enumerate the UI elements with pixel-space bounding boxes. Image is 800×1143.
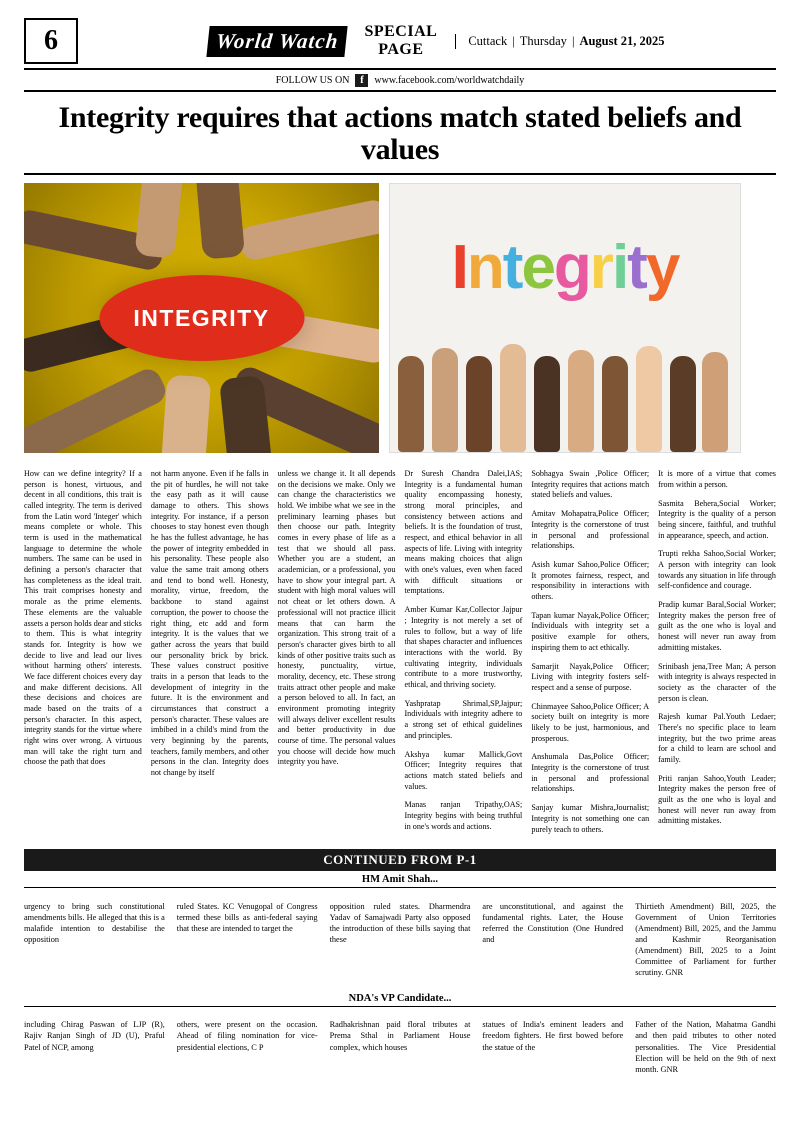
article-column-6 [658, 461, 776, 843]
continued-1-column-4 [482, 892, 623, 986]
quote-text: Individuals with integrity adhere to a strong set of ethical guidelines and principles. [404, 709, 523, 740]
quote-name: Sasmita Behera,Social Worker; [658, 498, 776, 508]
special-line-1: SPECIAL [364, 22, 438, 40]
dateline: Cuttack | Thursday | August 21, 2025 [455, 34, 664, 49]
continued-paragraph: opposition ruled states. Dharmendra Yadav of Samajwadi Party also opposed the introduction of these bills saying that these [329, 901, 471, 944]
quote-text: A person with integrity can look towards any situation in life through self-confidence and courage. [658, 559, 776, 591]
continued-paragraph: including Chirag Paswan of LJP (R), Rajiv Ranjan Singh of JD (U), Praful Patel of NCP, among [24, 1020, 165, 1052]
integrity-oval-label [99, 275, 304, 361]
quote-item [531, 662, 649, 694]
quote-text: A person with integrity is always respected in society as the character of the person is clean. [658, 661, 776, 703]
hands-integrity-photo [24, 183, 379, 453]
quote-text: Living with integrity fosters self-respect and a sense of purpose. [531, 672, 650, 692]
quote-name: Sobhagya Swain ,Police Officer; [531, 469, 650, 479]
article-column-4 [404, 461, 522, 843]
follow-bar [24, 70, 776, 92]
quote-item [404, 750, 522, 793]
quote-item [531, 752, 649, 795]
integrity-word: Integrity [451, 233, 679, 302]
quote-text: Integrity is not merely a set of rules to follow, but a way of life that shapes character and influences interactions with the world. By cultivating integrity, individuals contribute to a more trustworthy, ethical, and thriving society. [404, 615, 523, 689]
hands-row [390, 340, 740, 452]
continued-paragraph: urgency to bring such constitutional amendments bills. He alleged that this is a malafide intention to destabilise the opposition [24, 901, 165, 944]
quote-text: Integrity makes the person free of guilt as the one who is loyal and honest will never run away from admitting mistakes. [658, 610, 776, 652]
logo-text: World Watch [206, 26, 348, 57]
continued-banner: CONTINUED FROM P-1 [24, 849, 776, 871]
quote-name: Pradip kumar Baral,Social Worker; [658, 600, 776, 610]
quote-name: Tapan kumar Nayak,Police Officer; [531, 610, 650, 620]
quote-text: Integrity is not something one can purely teach to others. [531, 813, 650, 834]
quote-name: Priti ranjan Sahoo,Youth Leader; [658, 773, 776, 783]
continued-paragraph: Radhakrishnan paid floral tributes at Prema Sthal in Parliament House complex, which houses [329, 1020, 471, 1052]
continued-paragraph: ruled States. KC Venugopal of Congress termed these bills as anti-federal saying that these are intended to target the [176, 901, 318, 933]
dateline-date: August 21, 2025 [579, 33, 665, 48]
quote-name: Asish kumar Sahoo,Police Officer; [531, 559, 650, 569]
continued-2-column-4 [482, 1011, 623, 1083]
quote-item [531, 702, 649, 745]
continued-1-column-5 [635, 892, 776, 986]
quote-name: Anshumala Das,Police Officer; [531, 752, 650, 762]
integrity-overlay-text: INTEGRITY [133, 304, 270, 331]
article-column-2 [151, 461, 269, 843]
quote-item [404, 469, 522, 597]
newspaper-logo [208, 18, 346, 64]
quote-item [658, 549, 776, 592]
quote-text: Integrity is the quality of a person being sincere, faithful, and truthful in appearance, speech, and action. [658, 509, 776, 540]
quote-name: Manas ranjan Tripathy,OAS; [404, 800, 523, 810]
continued-paragraph: Father of the Nation, Mahatma Gandhi and then paid tributes to other noted personalities. The Vice Presidential Election will be held on the 9th of next month. GNR [635, 1020, 776, 1074]
article-column-1 [24, 461, 142, 843]
quote-text: Integrity requires that actions match stated beliefs and values. [531, 479, 650, 500]
continued-1-column-1 [24, 892, 165, 986]
continued-story-1-headline: HM Amit Shah... [24, 871, 776, 888]
article-column-5 [531, 461, 649, 843]
quote-text: It promotes fairness, respect, and responsibility in interactions with others. [531, 570, 650, 601]
continued-paragraph: statues of India's eminent leaders and freedom fighters. He first bowed before the statue of the [482, 1020, 624, 1052]
quote-item [404, 699, 522, 742]
quote-text: Integrity makes the person free of guilt as the one who is loyal and honest will never run away from admitting mistakes. [658, 784, 776, 826]
quote-name: Dr Suresh Chandra Dalei,IAS; [404, 469, 523, 479]
continued-paragraph: others, were present on the occasion. Ahead of filing nomination for vice-presidential elections, C P [176, 1020, 318, 1052]
dateline-day: Thursday [519, 33, 567, 48]
quote-name: Srinibash jena,Tree Man; [658, 661, 743, 671]
quote-text: Integrity is the cornerstone of trust in personal and professional relationships. [531, 763, 650, 794]
article-paragraph: How can we define integrity? If a person is honest, virtuous, and decent in all conditions, this trait is called integrity. The term is derived from the Latin word 'Integer' which means complete or whole. This term is used in the mathematical language to determine the whole numbers. The same can be used in defining a person's character that has completeness as the ideal trait. This trait comprises honesty and morale as the prime elements. These elements are the valuable assets a person holds dear and sticks to them. This is what integrity stands for. Integrity is how we decide to live and lead our lives without harming others' interests. We face different choices every day and make different decisions. All these decisions and choices are made based on the traits of a person's character. In this aspect, integrity stands for the virtue where right wins over wrong. A virtuous man will take the right turn and choose the path that does [24, 469, 142, 767]
follow-label: FOLLOW US ON [275, 75, 350, 86]
continued-story-1 [24, 888, 776, 986]
lead-quote-intro: It is more of a virtue that comes from within a person. [658, 469, 776, 489]
quote-item [531, 509, 649, 552]
special-line-2: PAGE [378, 41, 424, 58]
article-column-3 [278, 461, 396, 843]
quote-item [531, 611, 649, 654]
quote-item [658, 662, 776, 705]
quote-name: Samarjit Nayak,Police Officer; [531, 661, 650, 671]
quote-name: Amitav Mohapatra,Police Officer; [531, 509, 650, 519]
quote-text: Individuals with integrity set a positive example for others, inspiring them to act ethically. [531, 621, 650, 652]
special-page-label [364, 23, 437, 60]
page-number: 6 [24, 18, 78, 64]
quote-name: Chinmayee Sahoo,Police Officer; [531, 701, 642, 711]
quote-name: Trupti rekha Sahoo,Social Worker; [658, 549, 776, 559]
quote-text: Integrity is a fundamental human quality encompassing honesty, strong moral principles, and consistency between actions and beliefs. It is the foundation of trust, respect, and ethical behavior in all aspects of life. Living with integrity means making choices that align with one's values, even when faced with difficult situations or temptations. [404, 479, 523, 596]
quote-item [658, 499, 776, 542]
article-paragraph: not harm anyone. Even if he falls in the pit of hurdles, he will not take the easy path as it will cause damage to others. This shows integrity. For instance, if a person chooses to stay honest even though he has the fullest advantage, he has the power of integrity embedded in his personality. These people also value the same trait among others and tend to bond well. Honesty, morality, virtue, freedom, the backbone to stand against corruption, the power to choose the right thing, etc add and form integrity. It is the values that we gather across the years that build our personality brick by brick. These values construct positive traits in a person that leads to the development of integrity in the future. It is the environment and circumstances that construct a person's character. These values are imbibed in a child's mind from the very beginning by the parents, teachers, family members, and other persons in the clan. Integrity does not change by itself [150, 469, 269, 777]
quote-name: Amber Kumar Kar,Collector Jajpur ; [404, 605, 523, 625]
continued-2-column-5 [635, 1011, 776, 1083]
dateline-city: Cuttack [468, 33, 508, 48]
image-row [24, 183, 776, 453]
quote-item [531, 560, 649, 603]
continued-paragraph: Thirtieth Amendment) Bill, 2025, the Government of Union Territories (Amendment) Bill, 2025, and the Jammu and Kashmir Reorganisation (Amendment) Bill, 2025 to a Joint Committee of Parliament for further scrutiny. GNR [635, 901, 776, 977]
quote-item [658, 712, 776, 765]
continued-2-column-2 [177, 1011, 318, 1083]
continued-2-column-3 [330, 1011, 471, 1083]
quote-item [404, 800, 522, 832]
quote-item [658, 774, 776, 827]
article-paragraph: unless we change it. It all depends on the decisions we make. Only we can change the characteristics we hold. We imbibe what we see in the preliminary learning phases but then choose our path. Integrity comes in every phase of life as a test that we should all pass. Whether you are a student, an academician, or a professional, you have to show your integral part. A student with high moral values will not cheat or let others down. A professional will not practice illicit means that can harm the organization. This strong trait of a person's character gives birth to all kinds of other positive traits such as honesty, punctuality, virtue, morality, decency, etc. These strong traits attract other people and make a person beloved to all. In fact, an environment promoting integrity will always deliver excellent results and better productivity in due course of time. The personal values you choose will decide how much integrity you have. [277, 469, 396, 767]
quote-name: Akshya kumar Mallick,Govt Officer; [404, 749, 523, 770]
integrity-letters-photo [389, 183, 741, 453]
quote-name: Yashpratap Shrimal,SP,Jajpur; [404, 698, 523, 708]
continued-1-column-2 [177, 892, 318, 986]
quote-name: Sanjay kumar Mishra,Journalist; [531, 803, 650, 813]
facebook-icon[interactable]: f [355, 74, 368, 87]
quote-text: Integrity begins with being truthful in one's words and actions. [404, 810, 523, 831]
page-headline: Integrity requires that actions match stated beliefs and values [24, 92, 776, 175]
quote-item [658, 600, 776, 653]
quote-text: A society built on integrity is more likely to be just, harmonious, and prosperous. [531, 701, 650, 743]
facebook-url[interactable]: www.facebook.com/worldwatchdaily [374, 75, 525, 86]
quote-item [531, 469, 649, 501]
article-body [24, 461, 776, 843]
continued-1-column-3 [330, 892, 471, 986]
quote-text: Integrity requires that actions match stated beliefs and values. [404, 760, 523, 791]
quote-text: Integrity is the cornerstone of trust in personal and professional relationships. [531, 519, 650, 551]
masthead [24, 18, 776, 70]
continued-story-2 [24, 1007, 776, 1083]
quote-text: There's no specific place to learn integrity, but the two prime areas for a child to learn are school and family. [658, 723, 776, 765]
continued-story-2-headline: NDA's VP Candidate... [24, 990, 776, 1007]
quote-item [404, 605, 522, 690]
continued-2-column-1 [24, 1011, 165, 1083]
quote-name: Rajesh kumar Pal.Youth Ledaer; [658, 712, 776, 722]
quote-item [531, 803, 649, 835]
continued-paragraph: are unconstitutional, and against the fundamental rights. Later, the House referred the Constitution (One Hundred and [482, 901, 624, 944]
